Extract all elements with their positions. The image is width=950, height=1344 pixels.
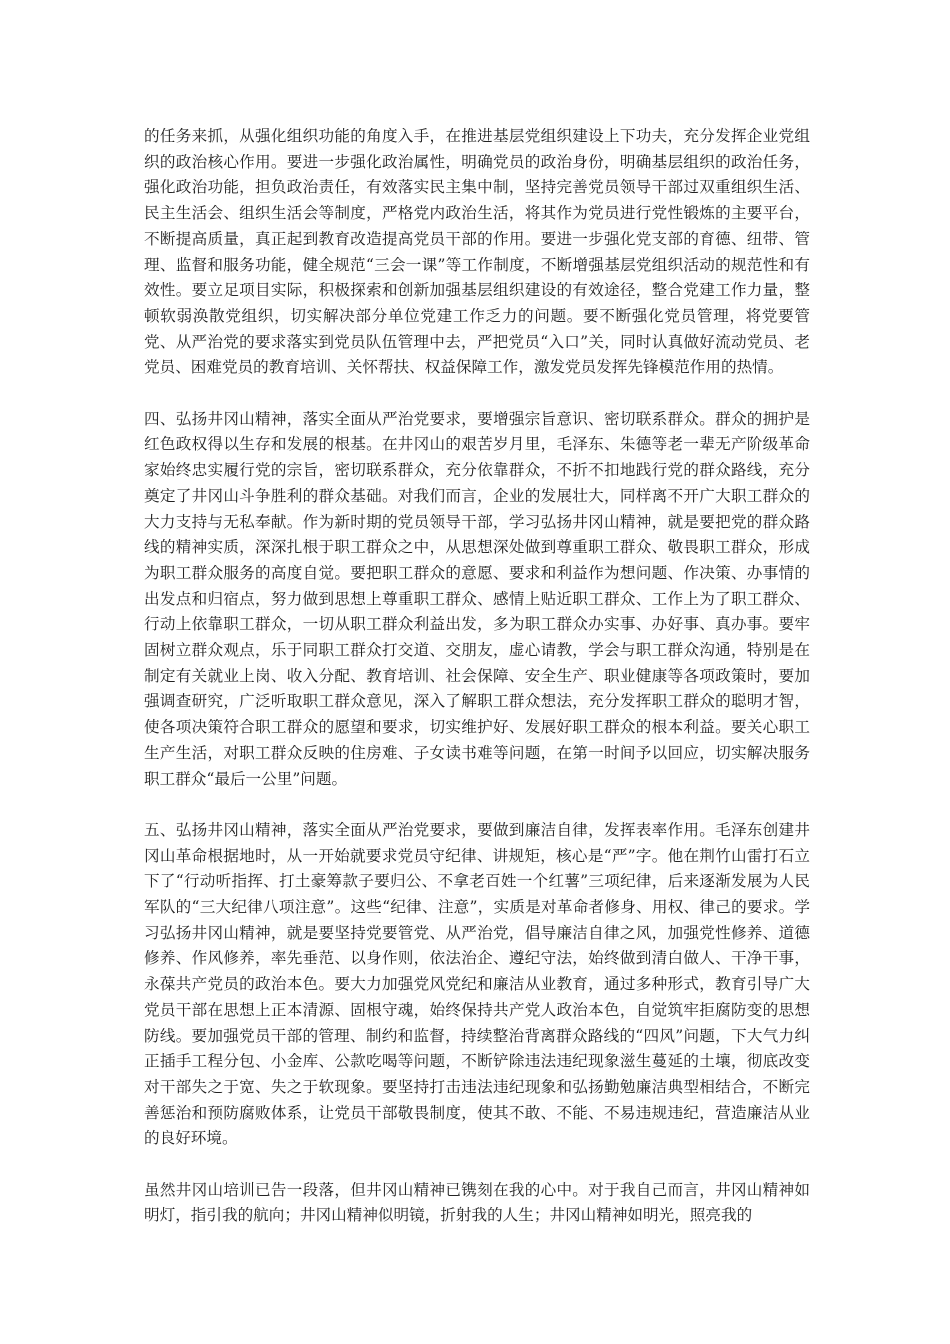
paragraph-organization-building: 的任务来抓，从强化组织功能的角度入手，在推进基层党组织建设上下功夫，充分发挥企业党组织的政治核心作用。要进一步强化政治属性，明确党员的政治身份，明确基层组织的政治任务，强化政治功能，担负政治责任，有效落实民主集中制，坚持完善党员领导干部过双重组织生活、民主生活会、组织生活会等制度，严格党内政治生活，将其作为党员进行党性锻炼的主要平台，不断提高质量，真正起到教育改造提高党员干部的作用。要进一步强化党支部的育德、纽带、管理、监督和服务功能，健全规范“三会一课”等工作制度，不断增强基层党组织活动的规范性和有效性。要立足项目实际，积极探索和创新加强基层组织建设的有效途径，整合党建工作力量，整顿软弱涣散党组织，切实解决部分单位党建工作乏力的问题。要不断强化党员管理，将党要管党、从严治党的要求落实到党员队伍管理中去，严把党员“入口”关，同时认真做好流动党员、老党员、困难党员的教育培训、关怀帮扶、权益保障工作，激发党员发挥先锋模范作用的热情。: [144, 127, 810, 377]
paragraph-section-five: 五、弘扬井冈山精神，落实全面从严治党要求，要做到廉洁自律，发挥表率作用。毛泽东创建井冈山革命根据地时，从一开始就要求党员守纪律、讲规矩，核心是“严”字。他在荆竹山雷打石立下了“行动听指挥、打土豪筹款子要归公、不拿老百姓一个红薯”三项纪律，后来逐渐发展为人民军队的“三大纪律八项注意”。这些“纪律、注意”，实质是对革命者修身、用权、律己的要求。学习弘扬井冈山精神，就是要坚持党要管党、从严治党，倡导廉洁自律之风，加强党性修养、道德修养、作风修养，率先垂范、以身作则，依法治企、遵纪守法，始终做到清白做人、干净干事，永葆共产党员的政治本色。要大力加强党风党纪和廉洁从业教育，通过多种形式，教育引导广大党员干部在思想上正本清源、固根守魂，始终保持共产党人政治本色，自觉筑牢拒腐防变的思想防线。要加强党员干部的管理、制约和监督，持续整治背离群众路线的“四风”问题，下大气力纠正插手工程分包、小金库、公款吃喝等问题，不断铲除违法违纪现象滋生蔓延的土壤，彻底改变对干部失之于宽、失之于软现象。要坚持打击违法违纪现象和弘扬勤勉廉洁典型相结合，不断完善惩治和预防腐败体系，让党员干部敬畏制度，使其不敢、不能、不易违规违纪，营造廉洁从业的良好环境。: [144, 820, 810, 1148]
document-body: [144, 124, 810, 1255]
paragraph-conclusion: 虽然井冈山培训已告一段落，但井冈山精神已镌刻在我的心中。对于我自己而言，井冈山精神如明灯，指引我的航向；井冈山精神似明镜，折射我的人生；井冈山精神如明光，照亮我的: [144, 1180, 810, 1225]
paragraph-section-four: 四、弘扬井冈山精神，落实全面从严治党要求，要增强宗旨意识、密切联系群众。群众的拥护是红色政权得以生存和发展的根基。在井冈山的艰苦岁月里，毛泽东、朱德等老一辈无产阶级革命家始终忠实履行党的宗旨，密切联系群众，充分依靠群众，不折不扣地践行党的群众路线，充分奠定了井冈山斗争胜利的群众基础。对我们而言，企业的发展壮大，同样离不开广大职工群众的大力支持与无私奉献。作为新时期的党员领导干部，学习弘扬井冈山精神，就是要把党的群众路线的精神实质，深深扎根于职工群众之中，从思想深处做到尊重职工群众、敬畏职工群众，形成为职工群众服务的高度自觉。要把职工群众的意愿、要求和利益作为想问题、作决策、办事情的出发点和归宿点，努力做到思想上尊重职工群众、感情上贴近职工群众、工作上为了职工群众、行动上依靠职工群众，一切从职工群众利益出发，多为职工群众办实事、办好事、真办事。要牢固树立群众观点，乐于同职工群众打交道、交朋友，虚心请教，学会与职工群众沟通，特别是在制定有关就业上岗、收入分配、教育培训、社会保障、安全生产、职业健康等各项政策时，要加强调查研究，广泛听取职工群众意见，深入了解职工群众想法，充分发挥职工群众的聪明才智，使各项决策符合职工群众的愿望和要求，切实维护好、发展好职工群众的根本利益。要关心职工生产生活，对职工群众反映的住房难、子女读书难等问题，在第一时间予以回应，切实解决服务职工群众“最后一公里”问题。: [144, 409, 810, 788]
